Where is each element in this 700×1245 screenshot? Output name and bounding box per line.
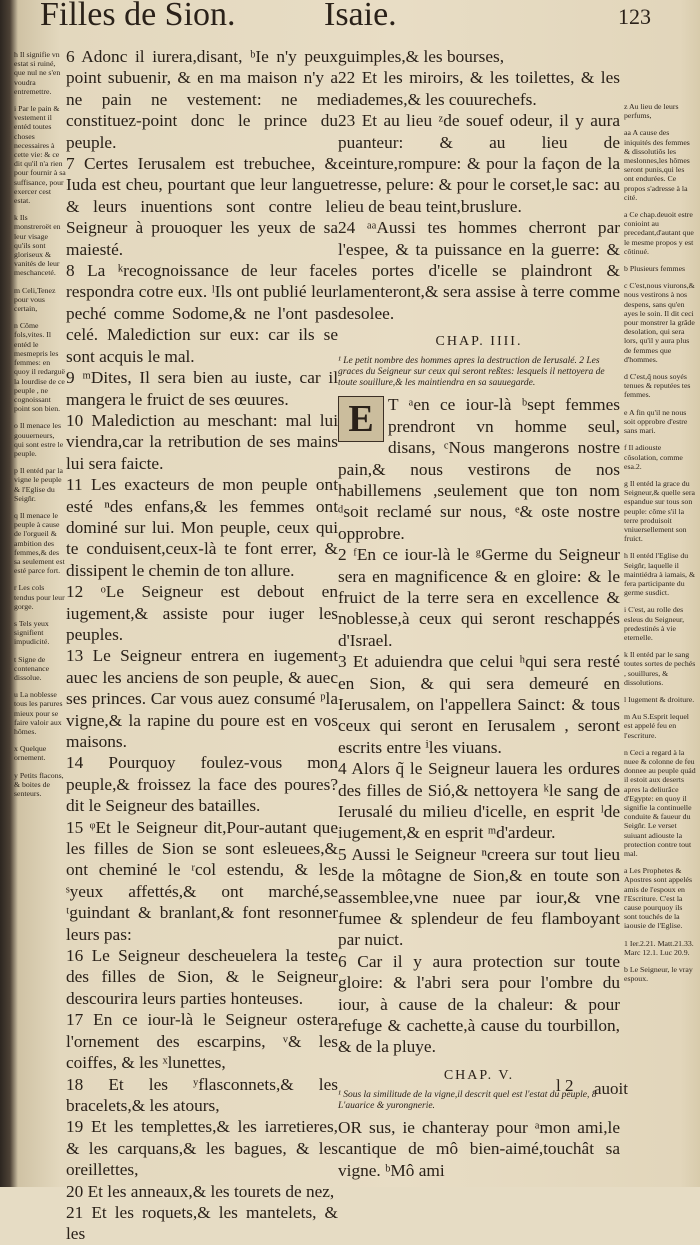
- verse: 19 Et les templettes,& les iarretieres, & les carquans,& les bagues, & les oreillettes,: [66, 1117, 338, 1180]
- margin-note: t Signe de contenance dissolue.: [14, 654, 50, 682]
- margin-note: y Petits flacons, & boites de senteurs.: [14, 770, 64, 799]
- margin-note: a Les Prophetes & Apostres sont appelés amis de l'espoux en l'Escriture. C'est la cause pourquoy ils sont touchés de la iaousie de l'Eglise.: [624, 866, 692, 931]
- right-text-column: [338, 46, 620, 1181]
- verse: 16 Le Seigneur descheuelera la teste des filles de Sion, & le Seigneur descourira leurs parties honteuses.: [66, 946, 338, 1008]
- signature-mark: l 2: [556, 1076, 574, 1095]
- margin-note: m Au S.Esprit lequel est appelé feu en l'escriture.: [624, 712, 689, 740]
- verse: 23 Et au lieu ᶻde souef odeur, il y aura puanteur: & au lieu de ceinture,rompure: & pour la façon de la tresse, pelure: & pour le corset,le sac: au lieu de beau teint,bruslure.: [338, 111, 620, 216]
- verse: 5 Aussi le Seigneur ⁿcreera sur tout lieu de la môtagne de Sion,& en toute son assemblee,vne nuee par iour,& vne fumee & splendeur de feu flamboyant par nuict.: [338, 844, 620, 950]
- page-number: 123: [618, 4, 651, 29]
- header-book-title: Isaie.: [324, 0, 397, 33]
- chapter-5-summary: ¹ Sous la similitude de la vigne,il descrit quel est l'estat du peuple, 8 L'auarice & yurongnerie.: [338, 1089, 597, 1111]
- margin-note: q Il menace le peuple à cause de l'orgueil & ambition des femmes,& des sa seulement est esté parce fort.: [14, 510, 65, 576]
- verse: 14 Pourquoy foulez-vous mon peuple,& froissez la face des poures? dit le Seigneur des batailles.: [66, 753, 338, 816]
- right-margin-notes: [624, 102, 696, 991]
- margin-note: d C'est,q̃ nous soyés tenues & reputées tes femmes.: [624, 372, 691, 400]
- chapter-4-verses: [338, 394, 620, 1058]
- verse: 2 ᶠEn ce iour-là le ᵍGerme du Seigneur sera en magnificence & en gloire: & le fruict de la terre sera en excellence & noblesse,à ceux qui seront reschappés d'Israel.: [338, 545, 620, 650]
- margin-note: m Celi,Tenez pour vous certain,: [14, 285, 56, 314]
- verse: 9 ᵐDites, Il sera bien au iuste, car il mangera le fruict de ses œuures.: [66, 368, 338, 409]
- verse: 24 ᵃᵃAussi tes hommes cherront par l'espee, & ta puissance en la guerre: & les portes d'icelle se plaindront & lamenteront,& sera assise à terre comme desolee.: [338, 218, 620, 323]
- verse: 6 Adonc il iurera,disant, ᵇIe n'y peux point subuenir, & en ma maison n'y a ne pain ne vestement: ne me constituez-point donc le prince du peuple.: [66, 47, 338, 152]
- margin-note: r Les cols tendus pour leur gorge.: [14, 583, 65, 611]
- verse: guimples,& les bourses,: [338, 47, 505, 66]
- verse: 13 Le Seigneur entrera en iugement auec les anciens de son peuple, & auec ses princes. Car vous auez consumé ᵖla vigne,& la rapine du poure est en vos maisons.: [66, 646, 338, 751]
- verse: 8 La ᵏrecognoissance de leur face respondra cotre eux. ˡIls ont publié leur peché comme Sodome,& ne l'ont pas celé. Malediction sur eux: car ils se sont acquis le mal.: [66, 261, 338, 366]
- verse: 21 Et les roquets,& les mantelets, & les: [66, 1202, 338, 1244]
- margin-note: h Il signifie vn estat si ruiné, que nul ne s'en voudra entremettre.: [14, 50, 61, 96]
- margin-note: g Il entéd la grace du Seigneur,& quelle sera espandue sur tous son peuple: côme s'il la terre produisoit vniuersellement son fruict.: [624, 478, 695, 544]
- margin-note: 1 Ier.2.21. Matt.21.33. Marc 12.1. Luc 20.9.: [624, 938, 694, 957]
- margin-note: e A fin qu'il ne nous soit opprobre d'estre sans mari.: [624, 407, 688, 436]
- running-header: [28, 0, 678, 42]
- margin-note: o Il menace les gouuerneurs, qui sont estre le peuple.: [14, 421, 64, 458]
- verse: 22 Et les miroirs, & les toilettes, & les diademes,& les couurechefs.: [338, 68, 620, 109]
- margin-note: c C'est,nous viurons,& nous vestirons à nos despens, sans qu'en ayes le soin. Il dit ceci pour monstrer la grâde desolation, qui sera lors, qu'il y aura plus de femmes que d'hommes.: [624, 281, 695, 364]
- verse: 17 En ce iour-là le Seigneur ostera l'ornement des escarpins, ᵛ& les coiffes, & les ˣlunettes,: [66, 1010, 338, 1073]
- margin-note: b Plusieurs femmes: [624, 264, 686, 274]
- verse: 6 Car il y aura protection sur toute gloire: & l'abri sera pour l'ombre du iour, à cause de la chaleur: & pour refuge & cachette,à cause du tourbillon, & de la pluye.: [338, 951, 620, 1057]
- chapter-5-verses: [338, 1117, 620, 1181]
- margin-note: l Iugement & droiture.: [624, 694, 695, 704]
- margin-note: b Le Seigneur, le vray espoux.: [624, 965, 693, 984]
- verse: 12 ᵒLe Seigneur est debout en iugement,& assiste pour iuger les peuples.: [66, 582, 338, 644]
- chapter-4-heading: CHAP. IIII.: [435, 334, 523, 350]
- chapter-5-heading: CHAP. V.: [443, 1067, 515, 1083]
- margin-note: s Tels yeux signifient impudicité.: [14, 618, 50, 647]
- left-margin-notes: [14, 50, 66, 806]
- margin-note: k Il entéd par le sang toutes sortes de pechés , souillures, & dissolutions.: [624, 650, 696, 687]
- margin-note: z Au lieu de leurs perfums,: [624, 102, 679, 121]
- chapter-3-continuation: [338, 46, 620, 324]
- verse: 7 Certes Ierusalem est trebuchee, & Iuda est cheu, pourtant que leur langue & leurs inuentions sont contre le Seigneur à prouoquer les yeux de sa maiesté.: [66, 154, 338, 259]
- margin-note: i C'est, au rolle des esleus du Seigneur, predestinés à vie eternelle.: [624, 605, 685, 642]
- verse: T ᵃen ce iour-là ᵇsept femmes prendront vn homme seul, disans, ᶜNous mangerons nostre pain,& nous vestirons de nos habillemens ,seulement que ton nom ᵈsoit reclamé sur nous, ᵉ& oste nostre opprobre.: [338, 395, 620, 543]
- margin-note: a Ce chap.deuoit estre conioint au precedant,d'autant que le mesme propos y est côtinué.: [624, 210, 694, 256]
- verse: 3 Et aduiendra que celui ʰqui sera resté en Sion, & qui sera demeuré en Ierusalem, on l'appellera Sainct: & tous ceux qui seront en Ierusalem , seront escrits entre ⁱles viuans.: [338, 652, 620, 757]
- margin-note: u La noblesse tous les parures mieux pour se faire valoir aux hômes.: [14, 690, 63, 736]
- margin-note: x Quelque ornement.: [14, 744, 47, 763]
- verse: OR sus, ie chanteray pour ᵃmon ami,le cantique de mô bien-aimé,touchât sa vigne. ᵇMô ami: [338, 1117, 620, 1180]
- chapter-4-summary: ¹ Le petit nombre des hommes apres la destruction de Ierusalé. 2 Les graces du Seigneur sur ceux qui seront reßtes: lesquels il nettoyera de toute souillure,& les maintiendra en sa sauuegarde.: [338, 356, 605, 389]
- verse: 10 Malediction au meschant: mal lui viendra,car la retribution de ses mains lui sera faicte.: [66, 410, 338, 473]
- margin-note: n Ceci a regard à la nuee & colonne de feu donnee au peuple quád il estoit aux deserts apres la deliurâce d'Egypte: en quoy il signifie la continuelle conduite & faueur du Seigñr. Le verset suiuant adiouste la protection contre tout mal.: [624, 747, 696, 859]
- catchword: auoit: [594, 1079, 628, 1098]
- verse: 11 Les exacteurs de mon peuple ont esté ⁿdes enfans,& les femmes ont dominé sur lui. Mon peuple, ceux qui te conduisent,ceux-là te font errer, & dissipent le chemin de ton allure.: [66, 475, 338, 580]
- margin-note: h Il entéd l'Eglise du Seigñr, laquelle il maintiédra à iamais, & fera participante du germe susdict.: [624, 551, 696, 598]
- margin-note: f Il adiouste côsolation, comme esa.2.: [624, 443, 683, 471]
- verse: 15 ᵠEt le Seigneur dit,Pour-autant que les filles de Sion se sont esleuees,& ont cheminé le ʳcol estendu, & les ˢyeux affettés,& ont marché,se ᵗguindant & branlant,& font resonner leurs pas:: [66, 817, 338, 944]
- drop-cap-initial: E: [338, 396, 384, 442]
- left-text-column: [66, 46, 338, 1245]
- margin-note: aa A cause des iniquités des femmes & dissolutiôs les meslonnes,les hômes seront punis,qui les ont endurées. Ce propos s'adresse à la cité.: [624, 128, 690, 202]
- margin-note: p Il entéd par la vigne le peuple & l'Eglise du Seigñr.: [14, 466, 63, 503]
- margin-note: i Par le pain & vestement il entéd toutes choses necessaires à cette vie: & ce dit qu'il n'a rien pour fournir à sa suffisance, pour exercer cest estat.: [14, 104, 66, 206]
- verse: 4 Alors q̃ le Seigneur lauera les ordures des filles de Sió,& nettoyera ᵏle sang de Ierusalé du milieu d'icelle, en esprit ˡde iugement,& en esprit ᵐd'ardeur.: [338, 759, 620, 843]
- verse: 18 Et les ʸflasconnets,& les bracelets,& les atours,: [66, 1074, 338, 1115]
- verse: 20 Et les anneaux,& les tourets de nez,: [66, 1181, 335, 1201]
- header-left-title: Filles de Sion.: [40, 0, 236, 33]
- margin-note: n Côme fols,vites. Il entéd le mesmepris les femmes: en quoy il redarguë la lourdise de ce peuple , ne cognoissant point son bien.: [14, 321, 65, 414]
- margin-note: k Ils monstreroët en leur visage qu'ils sont gloriseux & vanités de leur meschanceté.: [14, 213, 61, 278]
